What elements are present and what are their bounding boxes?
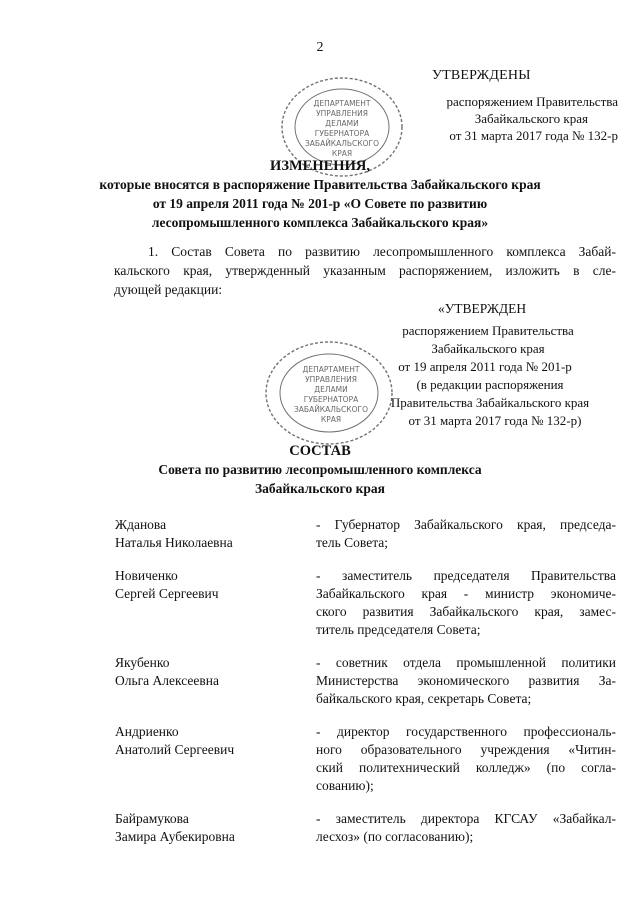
stamp-line: КРАЯ	[331, 149, 353, 158]
stamp-line: ДЕПАРТАМЕНТ	[302, 365, 360, 374]
member-role-line: - заместитель директора КГСАУ «Забайкал-	[316, 811, 616, 826]
member-role-line: - заместитель председателя Правительства	[316, 568, 616, 583]
member-role-line: байкальского края, секретарь Совета;	[316, 691, 532, 706]
stamp-line: ГУБЕРНАТОРА	[314, 129, 370, 138]
approval2-title: «УТВЕРЖДЕН	[438, 301, 527, 316]
composition-subtitle-line: Совета по развитию лесопромышленного комплекса	[158, 462, 482, 477]
approval-line: от 31 марта 2017 года № 132-р	[449, 128, 618, 143]
member-role-line: тель Совета;	[316, 535, 389, 550]
composition-subtitle-line: Забайкальского края	[255, 481, 385, 496]
approval-line: распоряжением Правительства	[446, 94, 618, 109]
member-given-names: Анатолий Сергеевич	[115, 742, 235, 757]
member-role-line: - Губернатор Забайкальского края, председа-	[316, 517, 616, 532]
member-surname: Байрамукова	[115, 811, 189, 826]
member-surname: Жданова	[115, 517, 167, 532]
stamp-line: КРАЯ	[320, 415, 342, 424]
member-surname: Андриенко	[115, 724, 179, 739]
member-role-line: - советник отдела промышленной политики	[316, 655, 616, 670]
approval-line: Забайкальского края	[474, 111, 588, 126]
member-role-line: ский политехнический колледж» (по согла-	[316, 760, 616, 775]
member-role-line: Министерства экономического развития За-	[316, 673, 616, 688]
paragraph-line: кальского края, утвержденный указанным распоряжением, изложить в сле-	[114, 263, 616, 278]
member-role-line: титель председателя Совета;	[316, 622, 481, 637]
composition-title: СОСТАВ	[289, 443, 351, 459]
approval2-line: от 19 апреля 2011 года № 201-р	[398, 359, 572, 374]
member-surname: Якубенко	[115, 655, 170, 670]
member-role-line: Забайкальского края - министр экономиче-	[316, 586, 616, 601]
changes-subtitle-line: лесопромышленного комплекса Забайкальского края»	[151, 215, 489, 230]
changes-subtitle-line: которые вносятся в распоряжение Правительства Забайкальского края	[99, 177, 541, 192]
member-role-line: ского развития Забайкальского края, замес-	[316, 604, 616, 619]
paragraph-line: дующей редакции:	[114, 282, 223, 297]
changes-subtitle-line: от 19 апреля 2011 года № 201-р «О Совете по развитию	[152, 196, 488, 211]
stamp-line: ДЕЛАМИ	[325, 119, 359, 128]
stamp-line: ДЕЛАМИ	[314, 385, 348, 394]
stamp-seal-middle	[262, 338, 396, 448]
page-number: 2	[316, 40, 324, 55]
member-given-names: Замира Аубекировна	[115, 829, 235, 844]
changes-title: ИЗМЕНЕНИЯ,	[270, 158, 370, 174]
stamp-line: УПРАВЛЕНИЯ	[305, 375, 357, 384]
member-surname: Новиченко	[115, 568, 178, 583]
approval2-line: Забайкальского края	[431, 341, 545, 356]
approval-title: УТВЕРЖДЕНЫ	[432, 68, 531, 83]
approval2-line: Правительства Забайкальского края	[390, 395, 590, 410]
member-role-line: ного образовательного учреждения «Читин-	[316, 742, 616, 757]
member-role-line: лесхоз» (по согласованию);	[316, 829, 474, 844]
stamp-line: ГУБЕРНАТОРА	[303, 395, 359, 404]
stamp-line: ЗАБАЙКАЛЬСКОГО	[304, 139, 380, 148]
approval2-line: (в редакции распоряжения	[416, 377, 564, 392]
approval2-line: распоряжением Правительства	[402, 323, 574, 338]
stamp-line: УПРАВЛЕНИЯ	[316, 109, 368, 118]
member-role-line: сованию);	[316, 778, 374, 793]
member-given-names: Наталья Николаевна	[115, 535, 233, 550]
stamp-line: ДЕПАРТАМЕНТ	[313, 99, 371, 108]
member-given-names: Ольга Алексеевна	[115, 673, 219, 688]
stamp-line: ЗАБАЙКАЛЬСКОГО	[293, 405, 369, 414]
member-role-line: - директор государственного профессиональ-	[316, 724, 616, 739]
paragraph-line: 1. Состав Совета по развитию лесопромышленного комплекса Забай-	[148, 244, 616, 259]
approval2-line: от 31 марта 2017 года № 132-р)	[408, 413, 582, 428]
member-given-names: Сергей Сергеевич	[115, 586, 219, 601]
